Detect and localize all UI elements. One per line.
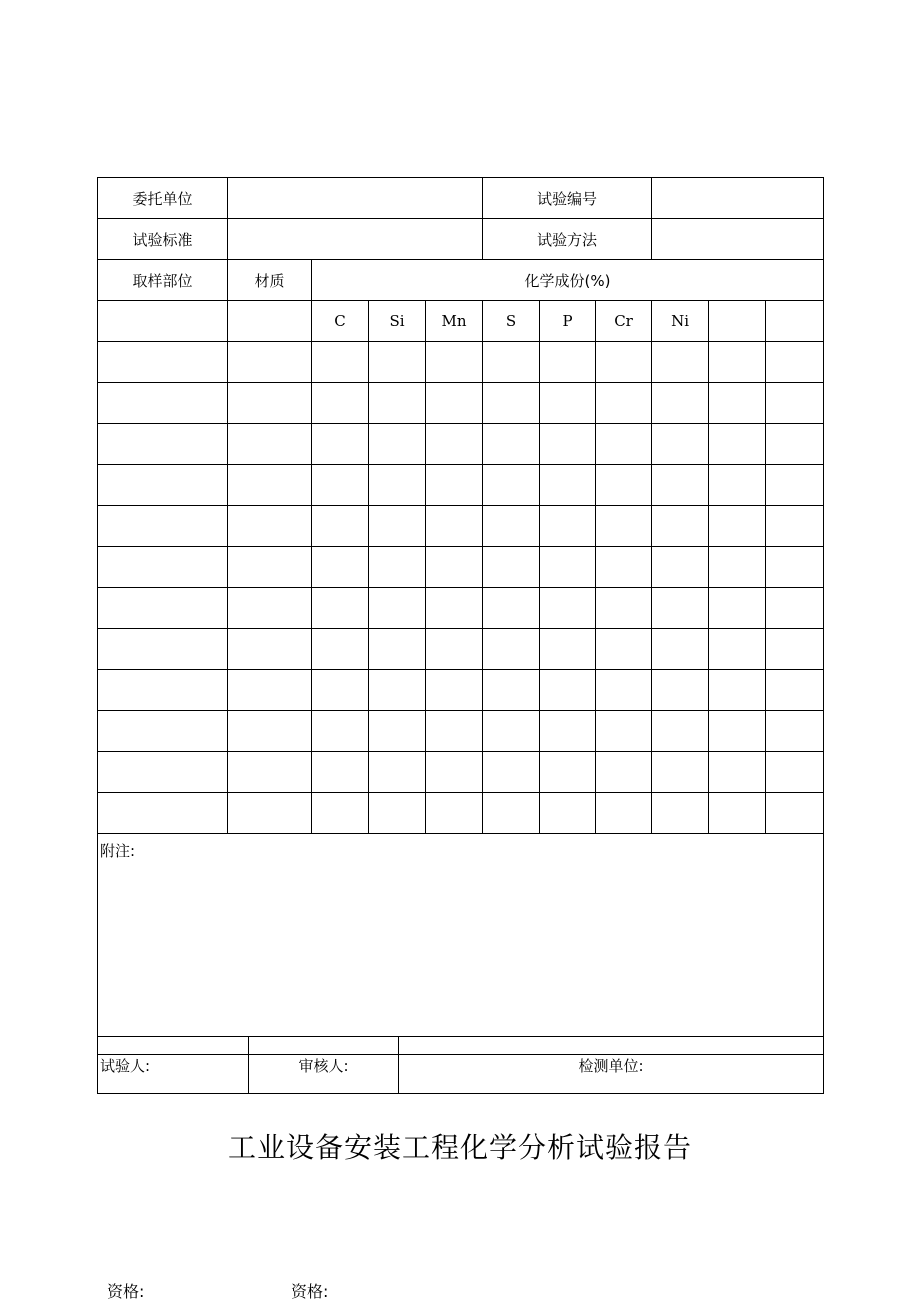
data-cell[interactable] bbox=[312, 588, 369, 629]
test-method-field[interactable] bbox=[652, 219, 824, 260]
data-cell[interactable] bbox=[426, 424, 483, 465]
notes-label: 附注: bbox=[100, 842, 136, 860]
data-cell[interactable] bbox=[426, 793, 483, 834]
data-cell[interactable] bbox=[483, 793, 540, 834]
data-cell[interactable] bbox=[369, 465, 426, 506]
test-number-field[interactable] bbox=[652, 178, 824, 219]
data-cell[interactable] bbox=[652, 711, 709, 752]
data-cell[interactable] bbox=[652, 342, 709, 383]
tester-label: 试验人: bbox=[100, 1056, 151, 1075]
data-cell[interactable] bbox=[709, 424, 766, 465]
data-cell[interactable] bbox=[228, 711, 312, 752]
testing-unit-field[interactable] bbox=[399, 1037, 824, 1094]
data-cell[interactable] bbox=[709, 465, 766, 506]
test-number-label: 试验编号 bbox=[483, 178, 652, 219]
data-cell[interactable] bbox=[652, 547, 709, 588]
element-c: C bbox=[312, 301, 369, 342]
report-title: 工业设备安装工程化学分析试验报告 bbox=[227, 1131, 692, 1164]
element-extra-2 bbox=[766, 301, 824, 342]
data-cell[interactable] bbox=[766, 506, 824, 547]
data-cell[interactable] bbox=[652, 383, 709, 424]
data-cell[interactable] bbox=[483, 424, 540, 465]
testing-unit-label: 检测单位: bbox=[578, 1056, 644, 1075]
data-cell[interactable] bbox=[228, 506, 312, 547]
reviewer-field[interactable] bbox=[249, 1037, 399, 1094]
element-extra-1 bbox=[709, 301, 766, 342]
table-row bbox=[98, 752, 824, 793]
data-cell[interactable] bbox=[228, 465, 312, 506]
data-cell[interactable] bbox=[228, 547, 312, 588]
table-row bbox=[98, 383, 824, 424]
data-cell[interactable] bbox=[652, 752, 709, 793]
data-cell[interactable] bbox=[312, 383, 369, 424]
data-cell[interactable] bbox=[766, 547, 824, 588]
data-cell[interactable] bbox=[540, 383, 596, 424]
data-cell[interactable] bbox=[766, 342, 824, 383]
data-cell[interactable] bbox=[709, 547, 766, 588]
element-header-row bbox=[98, 301, 824, 342]
data-cell[interactable] bbox=[483, 711, 540, 752]
data-cell[interactable] bbox=[228, 342, 312, 383]
data-cell[interactable] bbox=[596, 629, 652, 670]
table-row bbox=[98, 670, 824, 711]
data-cell[interactable] bbox=[312, 629, 369, 670]
data-cell[interactable] bbox=[426, 465, 483, 506]
table-row bbox=[98, 711, 824, 752]
data-cell[interactable] bbox=[596, 793, 652, 834]
data-cell[interactable] bbox=[540, 424, 596, 465]
data-cell[interactable] bbox=[369, 670, 426, 711]
notes-cell[interactable] bbox=[98, 834, 824, 1055]
element-header-blank-location bbox=[98, 301, 228, 342]
commission-unit-label: 委托单位 bbox=[98, 178, 228, 219]
data-cell[interactable] bbox=[596, 547, 652, 588]
data-cell[interactable] bbox=[228, 424, 312, 465]
data-cell[interactable] bbox=[596, 342, 652, 383]
data-cell[interactable] bbox=[709, 711, 766, 752]
data-cell[interactable] bbox=[652, 629, 709, 670]
data-cell[interactable] bbox=[312, 506, 369, 547]
data-cell[interactable] bbox=[709, 383, 766, 424]
analysis-report-table bbox=[97, 177, 824, 1055]
data-cell[interactable] bbox=[426, 629, 483, 670]
data-cell[interactable] bbox=[596, 752, 652, 793]
test-standard-label: 试验标准 bbox=[98, 219, 228, 260]
data-cell[interactable] bbox=[98, 465, 228, 506]
notes-row bbox=[98, 834, 824, 1055]
table-row bbox=[98, 424, 824, 465]
table-row bbox=[98, 793, 824, 834]
header-row-standard bbox=[98, 219, 824, 260]
data-cell[interactable] bbox=[312, 547, 369, 588]
data-cell[interactable] bbox=[483, 342, 540, 383]
data-cell[interactable] bbox=[652, 506, 709, 547]
data-cell[interactable] bbox=[98, 424, 228, 465]
data-cell[interactable] bbox=[709, 793, 766, 834]
data-cell[interactable] bbox=[312, 793, 369, 834]
data-cell[interactable] bbox=[426, 383, 483, 424]
data-cell[interactable] bbox=[766, 711, 824, 752]
data-cell[interactable] bbox=[540, 711, 596, 752]
data-cell[interactable] bbox=[596, 383, 652, 424]
data-cell[interactable] bbox=[98, 793, 228, 834]
table-row bbox=[98, 588, 824, 629]
data-cell[interactable] bbox=[369, 547, 426, 588]
data-cell[interactable] bbox=[426, 342, 483, 383]
data-cell[interactable] bbox=[596, 506, 652, 547]
data-cell[interactable] bbox=[483, 752, 540, 793]
data-cell[interactable] bbox=[652, 424, 709, 465]
data-cell[interactable] bbox=[766, 383, 824, 424]
data-cell[interactable] bbox=[312, 465, 369, 506]
data-cell[interactable] bbox=[98, 711, 228, 752]
element-cr: Cr bbox=[596, 301, 652, 342]
signature-row bbox=[98, 1037, 824, 1094]
data-cell[interactable] bbox=[766, 424, 824, 465]
data-cell[interactable] bbox=[369, 383, 426, 424]
header-row-composition bbox=[98, 260, 824, 301]
data-cell[interactable] bbox=[312, 752, 369, 793]
data-cell[interactable] bbox=[98, 506, 228, 547]
data-cell[interactable] bbox=[312, 342, 369, 383]
data-cell[interactable] bbox=[540, 547, 596, 588]
data-cell[interactable] bbox=[483, 465, 540, 506]
element-s: S bbox=[483, 301, 540, 342]
data-cell[interactable] bbox=[709, 752, 766, 793]
data-cell[interactable] bbox=[312, 711, 369, 752]
data-cell[interactable] bbox=[426, 547, 483, 588]
commission-unit-field[interactable] bbox=[228, 178, 483, 219]
data-cell[interactable] bbox=[540, 588, 596, 629]
data-cell[interactable] bbox=[766, 465, 824, 506]
data-cell[interactable] bbox=[483, 547, 540, 588]
data-cell[interactable] bbox=[540, 506, 596, 547]
data-cell[interactable] bbox=[652, 465, 709, 506]
data-cell[interactable] bbox=[228, 383, 312, 424]
data-cell[interactable] bbox=[312, 424, 369, 465]
data-cell[interactable] bbox=[596, 465, 652, 506]
data-cell[interactable] bbox=[709, 342, 766, 383]
data-cell[interactable] bbox=[766, 752, 824, 793]
data-cell[interactable] bbox=[766, 588, 824, 629]
test-standard-field[interactable] bbox=[228, 219, 483, 260]
data-cell[interactable] bbox=[709, 670, 766, 711]
data-cell[interactable] bbox=[709, 506, 766, 547]
data-cell[interactable] bbox=[483, 506, 540, 547]
data-cell[interactable] bbox=[369, 424, 426, 465]
signature-table bbox=[97, 1036, 824, 1094]
data-cell[interactable] bbox=[766, 670, 824, 711]
qualification-right: 资格: bbox=[291, 1282, 329, 1301]
data-cell[interactable] bbox=[426, 711, 483, 752]
data-cell[interactable] bbox=[98, 342, 228, 383]
table-row bbox=[98, 629, 824, 670]
data-cell[interactable] bbox=[426, 752, 483, 793]
data-cell[interactable] bbox=[766, 629, 824, 670]
data-cell[interactable] bbox=[596, 424, 652, 465]
data-cell[interactable] bbox=[312, 670, 369, 711]
data-cell[interactable] bbox=[483, 383, 540, 424]
data-cell[interactable] bbox=[540, 752, 596, 793]
data-cell[interactable] bbox=[228, 752, 312, 793]
data-cell[interactable] bbox=[369, 506, 426, 547]
data-cell[interactable] bbox=[369, 629, 426, 670]
data-cell[interactable] bbox=[98, 588, 228, 629]
data-rows bbox=[98, 342, 824, 834]
data-cell[interactable] bbox=[709, 629, 766, 670]
data-cell[interactable] bbox=[98, 670, 228, 711]
data-cell[interactable] bbox=[369, 711, 426, 752]
data-cell[interactable] bbox=[228, 588, 312, 629]
sample-location-label: 取样部位 bbox=[98, 260, 228, 301]
data-cell[interactable] bbox=[652, 670, 709, 711]
data-cell[interactable] bbox=[540, 465, 596, 506]
data-cell[interactable] bbox=[98, 547, 228, 588]
data-cell[interactable] bbox=[483, 588, 540, 629]
data-cell[interactable] bbox=[596, 670, 652, 711]
table-row bbox=[98, 547, 824, 588]
reviewer-label: 审核人: bbox=[298, 1056, 349, 1075]
data-cell[interactable] bbox=[652, 588, 709, 629]
data-cell[interactable] bbox=[369, 588, 426, 629]
data-cell[interactable] bbox=[426, 588, 483, 629]
table-row bbox=[98, 342, 824, 383]
data-cell[interactable] bbox=[766, 793, 824, 834]
data-cell[interactable] bbox=[596, 711, 652, 752]
element-mn: Mn bbox=[426, 301, 483, 342]
element-ni: Ni bbox=[652, 301, 709, 342]
test-method-label: 试验方法 bbox=[483, 219, 652, 260]
data-cell[interactable] bbox=[540, 629, 596, 670]
tester-field[interactable] bbox=[98, 1037, 249, 1094]
data-cell[interactable] bbox=[540, 670, 596, 711]
table-row bbox=[98, 465, 824, 506]
data-cell[interactable] bbox=[98, 629, 228, 670]
element-si: Si bbox=[369, 301, 426, 342]
data-cell[interactable] bbox=[709, 588, 766, 629]
material-label: 材质 bbox=[228, 260, 312, 301]
data-cell[interactable] bbox=[369, 793, 426, 834]
data-cell[interactable] bbox=[483, 629, 540, 670]
table-row bbox=[98, 506, 824, 547]
data-cell[interactable] bbox=[596, 588, 652, 629]
qualification-left: 资格: bbox=[107, 1282, 145, 1301]
data-cell[interactable] bbox=[426, 670, 483, 711]
data-cell[interactable] bbox=[228, 793, 312, 834]
data-cell[interactable] bbox=[540, 342, 596, 383]
data-cell[interactable] bbox=[98, 752, 228, 793]
data-cell[interactable] bbox=[652, 793, 709, 834]
data-cell[interactable] bbox=[228, 670, 312, 711]
data-cell[interactable] bbox=[426, 506, 483, 547]
data-cell[interactable] bbox=[369, 752, 426, 793]
data-cell[interactable] bbox=[228, 629, 312, 670]
element-p: P bbox=[540, 301, 596, 342]
data-cell[interactable] bbox=[540, 793, 596, 834]
data-cell[interactable] bbox=[483, 670, 540, 711]
chem-composition-label: 化学成份(%) bbox=[312, 260, 824, 301]
element-header-blank-material bbox=[228, 301, 312, 342]
header-row-commission bbox=[98, 178, 824, 219]
data-cell[interactable] bbox=[98, 383, 228, 424]
data-cell[interactable] bbox=[369, 342, 426, 383]
